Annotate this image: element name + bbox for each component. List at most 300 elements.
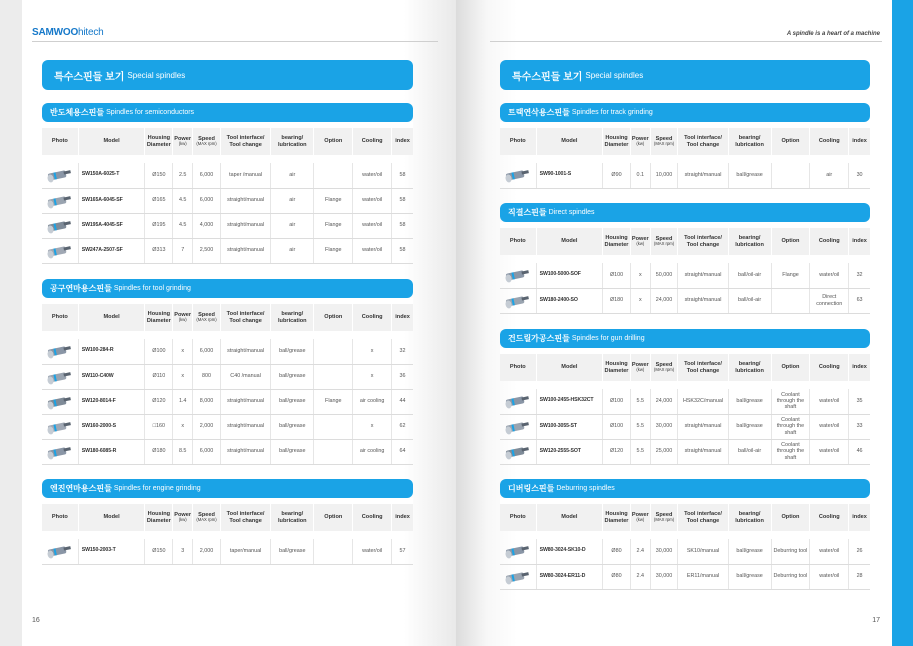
bearing-cell: ball/oil-air xyxy=(728,263,771,288)
bearing-cell: ball/grease xyxy=(271,339,314,364)
left-page-title: 특수스핀들 보기 Special spindles xyxy=(42,60,413,90)
spindle-photo xyxy=(500,539,536,564)
bearing-cell: ball/grease xyxy=(271,414,314,439)
tool-cell: taper/manual xyxy=(220,539,270,564)
housing-cell: Ø90 xyxy=(603,163,631,188)
table-row xyxy=(42,163,413,188)
option-cell: Coolant through the shaft xyxy=(771,389,810,414)
col-bearing: bearing/ lubrication xyxy=(271,301,314,331)
index-cell: 32 xyxy=(849,263,870,288)
index-cell: 28 xyxy=(849,564,870,589)
tool-cell: straight/manual xyxy=(220,339,270,364)
model-cell: SW195A-4045-SF xyxy=(78,213,145,238)
cooling-cell: Direct connection xyxy=(810,288,849,313)
section-engine-grinding xyxy=(42,479,413,565)
tool-cell: straight/manual xyxy=(678,263,728,288)
option-cell: Deburring tool xyxy=(771,564,810,589)
housing-cell: Ø80 xyxy=(603,539,631,564)
col-power: Power (kw) xyxy=(173,125,193,155)
table-row xyxy=(42,238,413,263)
tool-cell: straight/manual xyxy=(678,414,728,439)
cooling-cell: x xyxy=(353,364,392,389)
tool-cell: taper /manual xyxy=(220,163,270,188)
table-row xyxy=(500,389,870,414)
index-cell: 26 xyxy=(849,539,870,564)
section-header: 직결스핀들 Direct spindles xyxy=(500,203,870,222)
bearing-cell: ball/grease xyxy=(728,389,771,414)
spindle-photo xyxy=(42,188,78,213)
table-row xyxy=(500,439,870,464)
table-row xyxy=(42,339,413,364)
section-header: 엔진연마용스핀들 Spindles for engine grinding xyxy=(42,479,413,498)
speed-cell: 30,000 xyxy=(650,564,678,589)
table-row xyxy=(500,414,870,439)
tool-cell: straight/manual xyxy=(220,213,270,238)
section-gun-drilling xyxy=(500,329,870,465)
power-cell: 0.1 xyxy=(630,163,650,188)
housing-cell: Ø150 xyxy=(145,539,173,564)
col-option: Option xyxy=(771,225,810,255)
housing-cell: Ø100 xyxy=(603,263,631,288)
power-cell: 2.5 xyxy=(173,163,193,188)
col-model: Model xyxy=(78,125,145,155)
col-photo: Photo xyxy=(42,125,78,155)
index-cell: 64 xyxy=(392,439,413,464)
col-option: Option xyxy=(771,125,810,155)
model-cell: SW100-5000-SOF xyxy=(536,263,603,288)
bearing-cell: air xyxy=(271,188,314,213)
index-cell: 46 xyxy=(849,439,870,464)
col-photo: Photo xyxy=(42,301,78,331)
model-cell: SW120-2555-SOT xyxy=(536,439,603,464)
col-photo: Photo xyxy=(500,351,536,381)
bearing-cell: ball/grease xyxy=(728,539,771,564)
cooling-cell: water/oil xyxy=(353,163,392,188)
section-direct-spindles xyxy=(500,203,870,314)
option-cell xyxy=(314,439,353,464)
power-cell: 1.4 xyxy=(173,389,193,414)
model-cell: SW100-284-R xyxy=(78,339,145,364)
col-power: Power (kw) xyxy=(173,301,193,331)
housing-cell: Ø180 xyxy=(603,288,631,313)
housing-cell: Ø150 xyxy=(145,163,173,188)
col-power: Power (kw) xyxy=(630,501,650,531)
index-cell: 62 xyxy=(392,414,413,439)
table-row xyxy=(500,263,870,288)
bearing-cell: ball/oil-air xyxy=(728,439,771,464)
housing-cell: Ø120 xyxy=(603,439,631,464)
bearing-cell: air xyxy=(271,238,314,263)
col-tool: Tool interface/ Tool change xyxy=(678,501,728,531)
power-cell: 5.5 xyxy=(630,414,650,439)
section-header: 반도체용스핀들 Spindles for semiconductors xyxy=(42,103,413,122)
spindle-photo xyxy=(500,389,536,414)
col-bearing: bearing/ lubrication xyxy=(728,125,771,155)
spindle-photo xyxy=(500,439,536,464)
section-header: 건드릴가공스핀들 Spindles for gun drilling xyxy=(500,329,870,348)
model-cell: SW80-3024-ER11-D xyxy=(536,564,603,589)
col-cooling: Cooling xyxy=(353,501,392,531)
col-index: index xyxy=(852,138,867,145)
speed-cell: 25,000 xyxy=(650,439,678,464)
col-model: Model xyxy=(78,501,145,531)
table-row xyxy=(500,163,870,188)
speed-cell: 2,000 xyxy=(193,539,221,564)
housing-cell: Ø195 xyxy=(145,213,173,238)
housing-cell: □160 xyxy=(145,414,173,439)
housing-cell: Ø180 xyxy=(145,439,173,464)
col-model: Model xyxy=(78,301,145,331)
speed-cell: 800 xyxy=(193,364,221,389)
section-tool-grinding xyxy=(42,279,413,465)
col-cooling: Cooling xyxy=(810,225,849,255)
table-row xyxy=(42,364,413,389)
col-speed: Speed (MAX rpm) xyxy=(193,501,221,531)
bearing-cell: ball/grease xyxy=(271,364,314,389)
option-cell xyxy=(771,288,810,313)
col-speed: Speed (MAX rpm) xyxy=(193,125,221,155)
housing-cell: Ø110 xyxy=(145,364,173,389)
power-cell: 4.5 xyxy=(173,213,193,238)
col-index: index xyxy=(852,238,867,245)
col-housing: Housing Diameter xyxy=(145,301,173,331)
speed-cell: 30,000 xyxy=(650,414,678,439)
spec-table xyxy=(42,298,413,465)
power-cell: 5.5 xyxy=(630,439,650,464)
col-model: Model xyxy=(536,501,603,531)
model-cell: SW150A-6025-T xyxy=(78,163,145,188)
speed-cell: 30,000 xyxy=(650,539,678,564)
bearing-cell: air xyxy=(271,213,314,238)
speed-cell: 6,000 xyxy=(193,163,221,188)
housing-cell: Ø100 xyxy=(603,414,631,439)
housing-cell: Ø165 xyxy=(145,188,173,213)
col-index: index xyxy=(395,514,410,521)
right-page xyxy=(456,0,892,646)
housing-cell: Ø80 xyxy=(603,564,631,589)
speed-cell: 24,000 xyxy=(650,389,678,414)
option-cell xyxy=(314,339,353,364)
option-cell: Coolant through the shaft xyxy=(771,414,810,439)
cooling-cell: water/oil xyxy=(810,439,849,464)
tool-cell: straight/manual xyxy=(220,188,270,213)
model-cell: SW150-2003-T xyxy=(78,539,145,564)
option-cell xyxy=(314,414,353,439)
cooling-cell: air xyxy=(810,163,849,188)
index-cell: 30 xyxy=(849,163,870,188)
cooling-cell: water/oil xyxy=(810,539,849,564)
spec-table xyxy=(500,122,870,189)
col-speed: Speed (MAX rpm) xyxy=(650,501,678,531)
col-tool: Tool interface/ Tool change xyxy=(678,351,728,381)
tool-cell: straight/manual xyxy=(220,389,270,414)
spindle-photo xyxy=(500,163,536,188)
power-cell: 8.5 xyxy=(173,439,193,464)
table-row xyxy=(500,564,870,589)
index-cell: 58 xyxy=(392,238,413,263)
cooling-cell: water/oil xyxy=(353,213,392,238)
col-speed: Speed (MAX rpm) xyxy=(193,301,221,331)
col-index: index xyxy=(395,314,410,321)
model-cell: SW110-C40W xyxy=(78,364,145,389)
model-cell: SW90-1001-S xyxy=(536,163,603,188)
spindle-photo xyxy=(42,364,78,389)
table-row xyxy=(42,414,413,439)
table-row xyxy=(42,213,413,238)
tool-cell: straight/manual xyxy=(678,288,728,313)
tagline: A spindle is a heart of a machine xyxy=(786,31,880,37)
col-power: Power (kw) xyxy=(630,351,650,381)
power-cell: 2.4 xyxy=(630,539,650,564)
spindle-photo xyxy=(42,414,78,439)
speed-cell: 50,000 xyxy=(650,263,678,288)
option-cell: Coolant through the shaft xyxy=(771,439,810,464)
cooling-cell: water/oil xyxy=(353,188,392,213)
spindle-photo xyxy=(500,263,536,288)
speed-cell: 2,500 xyxy=(193,238,221,263)
model-cell: SW247A-2507-SF xyxy=(78,238,145,263)
spindle-photo xyxy=(500,414,536,439)
option-cell xyxy=(314,163,353,188)
col-model: Model xyxy=(536,125,603,155)
spindle-photo xyxy=(42,339,78,364)
col-option: Option xyxy=(314,301,353,331)
speed-cell: 8,000 xyxy=(193,389,221,414)
option-cell: Flange xyxy=(314,188,353,213)
power-cell: 2.4 xyxy=(630,564,650,589)
table-row xyxy=(42,389,413,414)
spindle-photo xyxy=(42,539,78,564)
spec-table xyxy=(500,498,870,590)
speed-cell: 6,000 xyxy=(193,339,221,364)
option-cell xyxy=(771,163,810,188)
spec-table xyxy=(500,222,870,314)
option-cell: Flange xyxy=(314,238,353,263)
model-cell: SW180-6085-R xyxy=(78,439,145,464)
col-speed: Speed (MAX rpm) xyxy=(650,225,678,255)
col-housing: Housing Diameter xyxy=(145,501,173,531)
table-row xyxy=(500,288,870,313)
option-cell: Deburring tool xyxy=(771,539,810,564)
col-cooling: Cooling xyxy=(353,125,392,155)
speed-cell: 6,000 xyxy=(193,439,221,464)
index-cell: 36 xyxy=(392,364,413,389)
col-option: Option xyxy=(314,501,353,531)
col-power: Power (kw) xyxy=(630,125,650,155)
option-cell: Flange xyxy=(314,213,353,238)
col-tool: Tool interface/ Tool change xyxy=(220,501,270,531)
speed-cell: 4,000 xyxy=(193,213,221,238)
col-index: index xyxy=(395,138,410,145)
col-tool: Tool interface/ Tool change xyxy=(220,301,270,331)
cooling-cell: air cooling xyxy=(353,439,392,464)
spec-table xyxy=(500,348,870,465)
cooling-cell: water/oil xyxy=(810,263,849,288)
col-photo: Photo xyxy=(500,125,536,155)
model-cell: SW180-2400-SO xyxy=(536,288,603,313)
col-bearing: bearing/ lubrication xyxy=(271,125,314,155)
col-tool: Tool interface/ Tool change xyxy=(220,125,270,155)
model-cell: SW100-2455-HSK32CT xyxy=(536,389,603,414)
speed-cell: 10,000 xyxy=(650,163,678,188)
col-speed: Speed (MAX rpm) xyxy=(650,351,678,381)
index-cell: 58 xyxy=(392,213,413,238)
col-power: Power (kw) xyxy=(630,225,650,255)
option-cell: Flange xyxy=(314,389,353,414)
col-bearing: bearing/ lubrication xyxy=(728,351,771,381)
cooling-cell: air cooling xyxy=(353,389,392,414)
brand-logo: SAMWOOhitech xyxy=(32,27,104,38)
col-cooling: Cooling xyxy=(810,351,849,381)
model-cell: SW80-3024-SK10-D xyxy=(536,539,603,564)
spindle-photo xyxy=(42,439,78,464)
power-cell: x xyxy=(173,414,193,439)
tool-cell: ER11/manual xyxy=(678,564,728,589)
speed-cell: 2,000 xyxy=(193,414,221,439)
bearing-cell: ball/oil-air xyxy=(728,288,771,313)
tool-cell: HSK32C/manual xyxy=(678,389,728,414)
spindle-photo xyxy=(42,238,78,263)
col-housing: Housing Diameter xyxy=(603,501,631,531)
power-cell: x xyxy=(630,263,650,288)
col-photo: Photo xyxy=(42,501,78,531)
col-tool: Tool interface/ Tool change xyxy=(678,125,728,155)
section-header: 공구연마용스핀들 Spindles for tool grinding xyxy=(42,279,413,298)
col-cooling: Cooling xyxy=(810,125,849,155)
power-cell: 7 xyxy=(173,238,193,263)
col-option: Option xyxy=(771,351,810,381)
col-power: Power (kw) xyxy=(173,501,193,531)
tool-cell: straight/manual xyxy=(220,439,270,464)
cooling-cell: water/oil xyxy=(810,564,849,589)
col-speed: Speed (MAX rpm) xyxy=(650,125,678,155)
index-cell: 32 xyxy=(392,339,413,364)
col-housing: Housing Diameter xyxy=(603,125,631,155)
housing-cell: Ø100 xyxy=(603,389,631,414)
power-cell: x xyxy=(173,364,193,389)
power-cell: 4.5 xyxy=(173,188,193,213)
right-page-title: 특수스핀들 보기 Special spindles xyxy=(500,60,870,90)
index-cell: 44 xyxy=(392,389,413,414)
bearing-cell: ball/grease xyxy=(271,389,314,414)
spindle-photo xyxy=(42,163,78,188)
cooling-cell: x xyxy=(353,339,392,364)
bearing-cell: ball/grease xyxy=(728,414,771,439)
col-option: Option xyxy=(771,501,810,531)
spindle-photo xyxy=(500,288,536,313)
page-number-left: 16 xyxy=(32,617,40,624)
housing-cell: Ø100 xyxy=(145,339,173,364)
tool-cell: straight/manual xyxy=(678,439,728,464)
bearing-cell: air xyxy=(271,163,314,188)
side-accent-bar xyxy=(892,0,913,646)
col-cooling: Cooling xyxy=(810,501,849,531)
spec-table xyxy=(42,498,413,565)
index-cell: 33 xyxy=(849,414,870,439)
tool-cell: C40 /manual xyxy=(220,364,270,389)
index-cell: 35 xyxy=(849,389,870,414)
housing-cell: Ø313 xyxy=(145,238,173,263)
cooling-cell: water/oil xyxy=(353,539,392,564)
spindle-photo xyxy=(42,389,78,414)
col-model: Model xyxy=(536,225,603,255)
housing-cell: Ø120 xyxy=(145,389,173,414)
table-row xyxy=(42,188,413,213)
spindle-photo xyxy=(42,213,78,238)
header-rule xyxy=(32,41,438,42)
table-row xyxy=(500,539,870,564)
power-cell: x xyxy=(173,339,193,364)
section-semiconductors xyxy=(42,103,413,264)
table-row xyxy=(42,439,413,464)
model-cell: SW165A-6045-SF xyxy=(78,188,145,213)
col-model: Model xyxy=(536,351,603,381)
power-cell: 5.5 xyxy=(630,389,650,414)
power-cell: 3 xyxy=(173,539,193,564)
model-cell: SW100-3055-ST xyxy=(536,414,603,439)
spec-table xyxy=(42,122,413,264)
index-cell: 57 xyxy=(392,539,413,564)
index-cell: 58 xyxy=(392,188,413,213)
speed-cell: 6,000 xyxy=(193,188,221,213)
tool-cell: straight/manual xyxy=(220,414,270,439)
bearing-cell: ball/grease xyxy=(728,564,771,589)
cooling-cell: water/oil xyxy=(810,389,849,414)
col-index: index xyxy=(852,514,867,521)
col-option: Option xyxy=(314,125,353,155)
bearing-cell: ball/grease xyxy=(728,163,771,188)
col-photo: Photo xyxy=(500,225,536,255)
header-rule-right xyxy=(490,41,882,42)
section-header: 디버링스핀들 Deburring spindles xyxy=(500,479,870,498)
col-housing: Housing Diameter xyxy=(603,225,631,255)
option-cell xyxy=(314,364,353,389)
col-bearing: bearing/ lubrication xyxy=(728,501,771,531)
col-index: index xyxy=(852,364,867,371)
speed-cell: 24,000 xyxy=(650,288,678,313)
spindle-photo xyxy=(500,564,536,589)
model-cell: SW120-8014-F xyxy=(78,389,145,414)
col-cooling: Cooling xyxy=(353,301,392,331)
power-cell: x xyxy=(630,288,650,313)
option-cell xyxy=(314,539,353,564)
section-header: 트랙연삭용스핀들 Spindles for track grinding xyxy=(500,103,870,122)
index-cell: 58 xyxy=(392,163,413,188)
bearing-cell: ball/grease xyxy=(271,439,314,464)
section-deburring xyxy=(500,479,870,590)
cooling-cell: x xyxy=(353,414,392,439)
section-track-grinding xyxy=(500,103,870,189)
col-housing: Housing Diameter xyxy=(603,351,631,381)
cooling-cell: water/oil xyxy=(353,238,392,263)
page-number-right: 17 xyxy=(872,617,880,624)
col-bearing: bearing/ lubrication xyxy=(728,225,771,255)
table-row xyxy=(42,539,413,564)
tool-cell: SK10/manual xyxy=(678,539,728,564)
index-cell: 63 xyxy=(849,288,870,313)
col-housing: Housing Diameter xyxy=(145,125,173,155)
tool-cell: straight/manual xyxy=(220,238,270,263)
tool-cell: straight/manual xyxy=(678,163,728,188)
model-cell: SW160-2000-S xyxy=(78,414,145,439)
left-page xyxy=(22,0,456,646)
col-photo: Photo xyxy=(500,501,536,531)
col-bearing: bearing/ lubrication xyxy=(271,501,314,531)
option-cell: Flange xyxy=(771,263,810,288)
cooling-cell: water/oil xyxy=(810,414,849,439)
col-tool: Tool interface/ Tool change xyxy=(678,225,728,255)
bearing-cell: ball/grease xyxy=(271,539,314,564)
